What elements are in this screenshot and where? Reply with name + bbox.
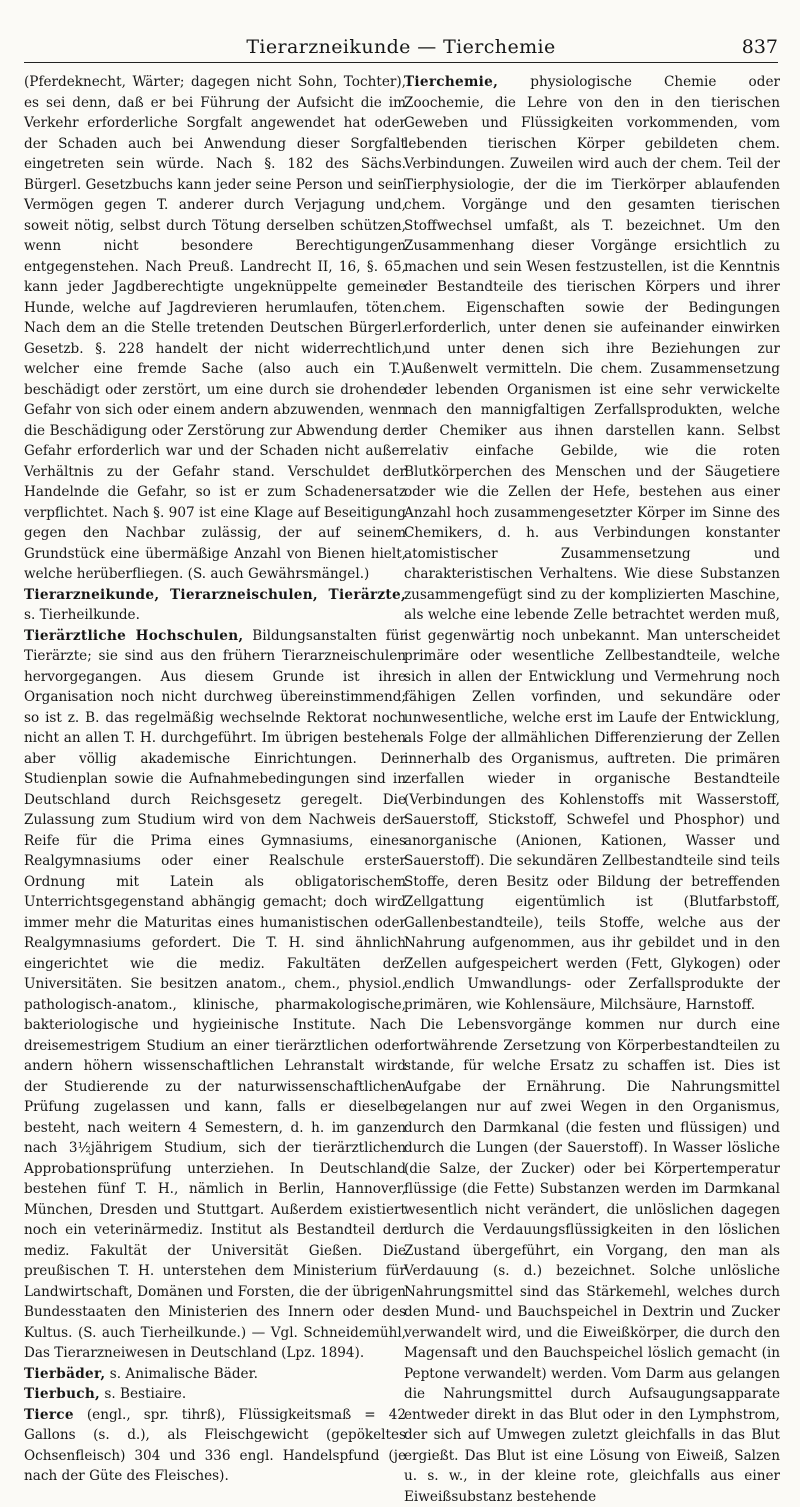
- entry-tieraerztliche-hochschulen: [24, 626, 406, 1364]
- entry-headword: Tierbäder,: [24, 1365, 106, 1382]
- entry-tierce: [24, 1405, 406, 1487]
- entry-headword: Tierchemie,: [404, 74, 499, 90]
- left-column: [24, 72, 406, 1484]
- entry-tierbuch: [24, 1384, 406, 1405]
- entry-text: s. Bestiaire.: [100, 1386, 187, 1402]
- entry-headword: Tierce: [24, 1406, 74, 1423]
- page-number: 837: [741, 36, 778, 58]
- entry-headword: Tierarzneikunde, Tierarzneischulen, Tierärzte,: [24, 586, 406, 603]
- page-header: [24, 36, 778, 63]
- paragraph-lebensvorgaenge: Die Lebensvorgänge kommen nur durch eine fortwährende Zersetzung von Körperbestandteilen zu stande, für welche Ersatz zu schaffen ist. Dies ist Aufgabe der Ernährung. Die Nahrungsmittel gelangen nur auf zwei Wegen in den Organismus, durch den Darmkanal (die festen und flüssigen) und durch die Lungen (der Sauerstoff). In Wasser lösliche (die Salze, der Zucker) oder bei Körpertemperatur flüssige (die Fette) Substanzen werden im Darmkanal wesentlich nicht verändert, die unlöslichen dagegen durch die Verdauungsflüssigkeiten in den löslichen Zustand übergeführt, ein Vorgang, den man als Verdauung (s. d.) bezeichnet. Solche unlösliche Nahrungsmittel sind das Stärkemehl, welches durch den Mund- und Bauchspeichel in Dextrin und Zucker verwandelt wird, und die Eiweißkörper, die durch den Magensaft und den Bauchspeichel löslich gemacht (in Peptone verwandelt) werden. Vom Darm aus gelangen die Nahrungsmittel durch Aufsaugungsapparate entweder direkt in das Blut oder in den Lymphstrom, der sich auf Umwegen zuletzt gleichfalls in das Blut ergießt. Das Blut ist eine Lösung von Eiweiß, Salzen u. s. w., in der kleine rote, gleichfalls aus einer Eiweißsubstanz bestehende: [404, 1017, 780, 1505]
- entry-text: Bildungsanstalten für Tierärzte; sie sind aus den frühern Tierarzneischulen hervorgegangen. Aus diesem Grunde ist ihre Organisation noch nicht durchweg übereinstimmend; so ist z. B. das regelmäßig wechselnde Rektorat noch nicht an allen T. H. durchgeführt. Im übrigen bestehen aber völlig akademische Einrichtungen. Der Studienplan sowie die Aufnahmebedingungen sind in Deutschland durch Reichsgesetz geregelt. Die Zulassung zum Studium wird von dem Nachweis der Reife für die Prima eines Gymnasiums, eines Realgymnasiums oder einer Realschule erster Ordnung mit Latein als obligatorischem Unterrichtsgegenstand abhängig gemacht; doch wird immer mehr die Maturitas eines humanistischen oder Realgymnasiums gefordert. Die T. H. sind ähnlich eingerichtet wie die mediz. Fakultäten der Universitäten. Sie besitzen anatom., chem., physiol., pathologisch-anatom., klinische, pharmakologische, bakteriologische und hygieinische Institute. Nach dreisemestrigem Studium an einer tierärztlichen oder andern höhern wissenschaftlichen Lehranstalt wird der Studierende zu der naturwissenschaftlichen Prüfung zugelassen und kann, falls er dieselbe besteht, nach weitern 4 Semestern, d. h. im ganzen nach 3½jährigem Studium, sich der tierärztlichen Approbationsprüfung unterziehen. In Deutschland bestehen fünf T. H., nämlich in Berlin, Hannover, München, Dresden und Stuttgart. Außerdem existiert noch ein veterinärmediz. Institut als Bestandteil der mediz. Fakultät der Universität Gießen. Die preußischen T. H. unterstehen dem Ministerium für Landwirtschaft, Domänen und Forsten, die der übrigen Bundesstaaten den Ministerien des Innern oder des Kultus. (S. auch Tierheilkunde.) — Vgl. Schneidemühl, Das Tierarzneiwesen in Deutschland (Lpz. 1894).: [24, 627, 406, 1361]
- entry-text: physiologische Chemie oder Zoochemie, die Lehre von den in den tierischen Geweben und Flüssigkeiten vorkommenden, vom lebenden tierischen Körper gebildeten chem. Verbindungen. Zuweilen wird auch der chem. Teil der Tierphysiologie, der die im Tierkörper ablaufenden chem. Vorgänge und den gesamten tierischen Stoffwechsel umfaßt, als T. bezeichnet. Um den Zusammenhang dieser Vorgänge ersichtlich zu machen und sein Wesen festzustellen, ist die Kenntnis der Bestandteile des tierischen Körpers und ihrer chem. Eigenschaften sowie der Bedingungen erforderlich, unter denen sie aufeinander einwirken und unter denen sich ihre Beziehungen zur Außenwelt vermitteln. Die chem. Zusammensetzung der lebenden Organismen ist eine sehr verwickelte nach den mannigfaltigen Zerfallsprodukten, welche der Chemiker aus ihnen darstellen kann. Selbst relativ einfache Gebilde, wie die roten Blutkörperchen des Menschen und der Säugetiere oder wie die Zellen der Hefe, bestehen aus einer Anzahl hoch zusammengesetzter Körper im Sinne des Chemikers, d. h. aus Verbindungen konstanter atomistischer Zusammensetzung und charakteristischen Verhaltens. Wie diese Substanzen zusammengefügt sind zu der komplizierten Maschine, als welche eine lebende Zelle betrachtet werden muß, ist gegenwärtig noch unbekannt. Man unterscheidet primäre oder wesentliche Zellbestandteile, welche sich in allen der Entwicklung und Vermehrung noch fähigen Zellen vorfinden, und sekundäre oder unwesentliche, welche erst im Laufe der Entwicklung, als Folge der allmählichen Differenzierung der Zellen innerhalb des Organismus, auftreten. Die primären zerfallen wieder in organische Bestandteile (Verbindungen des Kohlenstoffs mit Wasserstoff, Sauerstoff, Stickstoff, Schwefel und Phosphor) und anorganische (Anionen, Kationen, Wasser und Sauerstoff). Die sekundären Zellbestandteile sind teils Stoffe, deren Besitz oder Bildung der betreffenden Zellgattung eigentümlich ist (Blutfarbstoff, Gallenbestandteile), teils Stoffe, welche aus der Nahrung aufgenommen, aus ihr gebildet und in den Zellen aufgespeichert werden (Fett, Glykogen) oder endlich Umwandlungs- oder Zerfallsprodukte der primären, wie Kohlensäure, Milchsäure, Harnstoff.: [404, 74, 780, 1013]
- entry-headword: Tierärztliche Hochschulen,: [24, 627, 244, 644]
- entry-text: s. Animalische Bäder.: [105, 1365, 258, 1382]
- entry-headword: Tierbuch,: [24, 1386, 101, 1402]
- running-title: Tierarzneikunde — Tierchemie: [246, 36, 556, 58]
- entry-tierarzneikunde: [24, 585, 406, 626]
- entry-text: s. Tierheilkunde.: [24, 607, 140, 623]
- right-column: [404, 72, 780, 1505]
- entry-tierchemie: [404, 72, 780, 1015]
- entry-text: (engl., spr. tihrß), Flüssigkeitsmaß = 42 Gallons (s. d.), als Fleischgewicht (gepökeltes Ochsenfleisch) 304 und 336 engl. Handelspfund (je nach der Güte des Fleisches).: [24, 1406, 406, 1484]
- entry-tierbaeder: [24, 1364, 406, 1385]
- continued-paragraph: (Pferdeknecht, Wärter; dagegen nicht Sohn, Tochter), es sei denn, daß er bei Führung der Aufsicht die im Verkehr erforderliche Sorgfalt angewendet hat oder der Schaden auch bei Anwendung dieser Sorgfalt eingetreten sein würde. Nach §. 182 des Sächs. Bürgerl. Gesetzbuchs kann jeder seine Person und sein Vermögen gegen T. anderer durch Verjagung und, soweit nötig, selbst durch Tötung derselben schützen, wenn nicht besondere Berechtigungen entgegenstehen. Nach Preuß. Landrecht II, 16, §. 65, kann jeder Jagdberechtigte ungeknüppelte gemeine Hunde, welche auf Jagdrevieren herumlaufen, töten. Nach dem an die Stelle tretenden Deutschen Bürgerl. Gesetzb. §. 228 handelt der nicht widerrechtlich, welcher eine fremde Sache (also auch ein T.) beschädigt oder zerstört, um eine durch sie drohende Gefahr von sich oder einem andern abzuwenden, wenn die Beschädigung oder Zerstörung zur Abwendung der Gefahr erforderlich war und der Schaden nicht außer Verhältnis zu der Gefahr stand. Verschuldet der Handelnde die Gefahr, so ist er zum Schadenersatz verpflichtet. Nach §. 907 ist eine Klage auf Beseitigung gegen den Nachbar zulässig, der auf seinem Grundstück eine übermäßige Anzahl von Bienen hielt, welche herüberfliegen. (S. auch Gewährsmängel.): [24, 74, 406, 582]
